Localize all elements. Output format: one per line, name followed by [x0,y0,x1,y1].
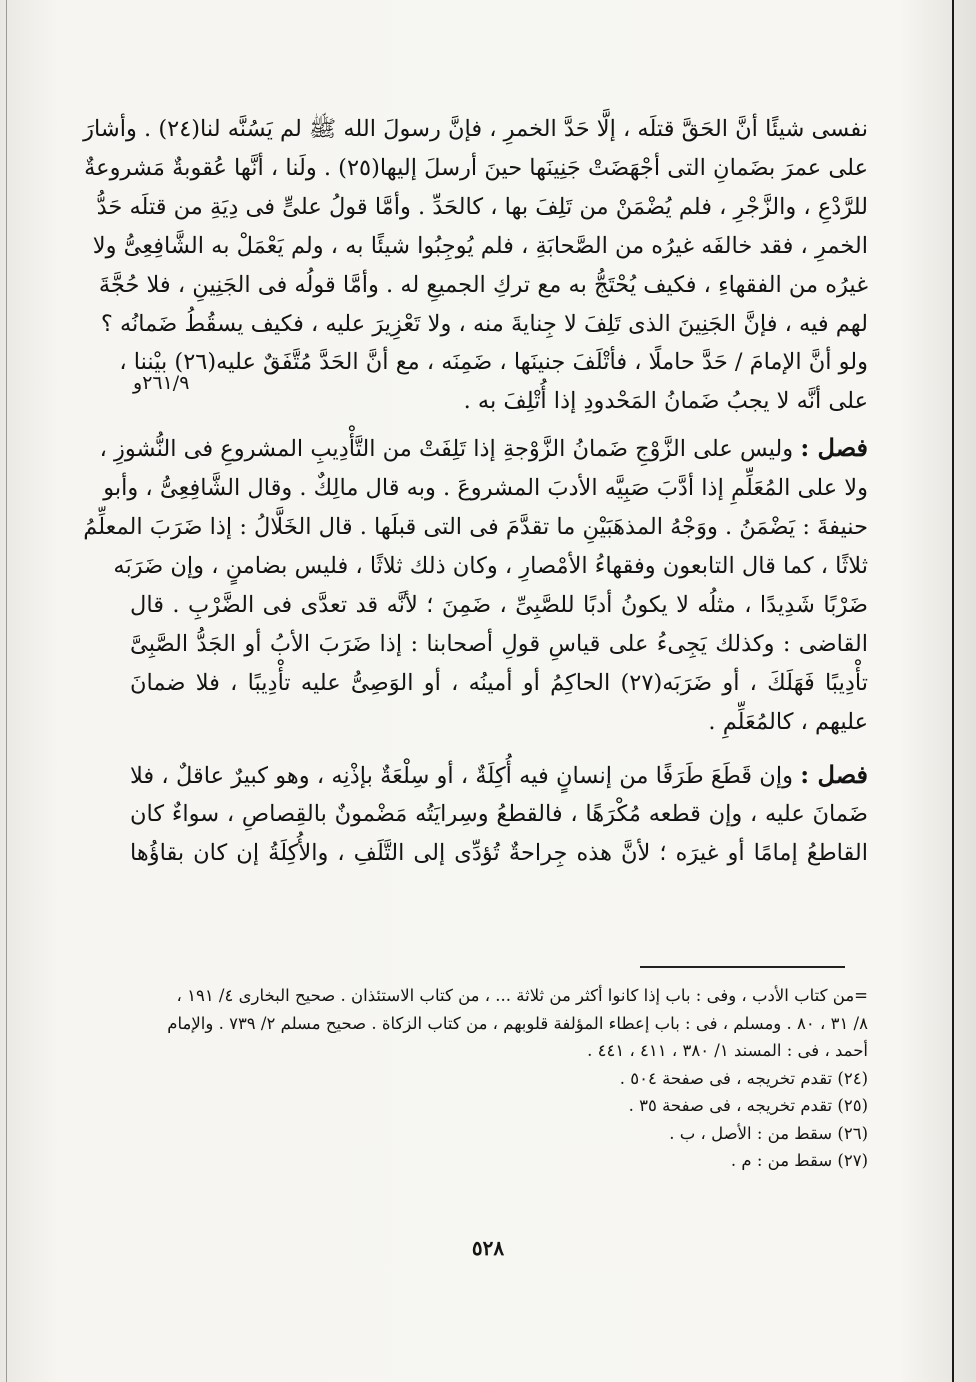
footnote-line: ٨/ ٣١ ، ٨٠ . ومسلم ، فى : باب إعطاء المؤلفة قلوبهم ، من كتاب الزكاة . صحيح مسلم ٢/ ٧٣٩ . والإمام [167,1013,868,1033]
text-line: حنيفةَ : يَضْمَنُ . ووَجْهُ المذهَبَيْنِ ما تقدَّمَ فى التى قبلَها . قال الخَلَّالُ : إذا ضَرَبَ المعلِّمُ [83,514,868,541]
margin-reference: ٢٦١/٩و [133,372,190,394]
footnote-line: (٢٧) سقط من : م . [730,1151,868,1170]
text-line: غيرُه من الفقهاءِ ، فكيف يُحْتَجُّ به مع تركِ الجميعِ له . وأمَّا قولُه فى الجَنِينِ ، فلا حُجَّةَ [98,271,868,298]
section-heading: فصل : [800,433,868,463]
text-line: لهم فيه ، فإنَّ الجَنِينَ الذى تَلِفَ لا جِنايةَ منه ، ولا تَعْزِيرَ عليه ، فكيف يسقُطُ ضَمانُه ؟ [100,310,868,337]
text-line: عليهم ، كالمُعَلِّمِ . [708,708,868,735]
footnote-line: =من كتاب الأدب ، وفى : باب إذا كانوا أكثر من ثلاثة ... ، من كتاب الاستئذان . صحيح البخارى ٤/ ١٩١ ، [176,986,868,1005]
text-line: ضَرْبًا شَدِيدًا ، مثلُه لا يكونُ أدبًا للصَّبِىِّ ، ضَمِنَ ؛ لأنَّه قد تعدَّى فى الضَّرْبِ . قال [130,591,868,618]
footnote-separator [640,966,845,968]
text-line: وإن قَطَعَ طَرَفًا من إنسانٍ فيه أُكِلَةٌ ، أو سِلْعَةٌ بإذْنِه ، وهو كبيرٌ عاقلٌ ، فلا [130,762,793,789]
text-line: وليس على الزَّوْجِ ضَمانُ الزَّوْجةِ إذا تَلِفَتْ من التَّأْدِيبِ المشروعِ فى النُّشوزِ ، [99,436,794,463]
text-line: للرَّدْعِ ، والزَّجْرِ ، فلم يُضْمَنْ من تَلِفَ بها ، كالحَدِّ . وأمَّا قولُ علىٍّ فى دِيَةِ من قتلَه حَدُّ [96,193,868,220]
text-line: ولو أنَّ الإمامَ / حَدَّ حاملًا ، فأتْلَفَ جنينَها ، ضَمِنَه ، مع أنَّ الحَدَّ مُتَّفَقٌ عليه(٢٦) بيْننا ، [119,349,868,376]
text-line: ثلاثًا ، كما قال التابعون وفقهاءُ الأمْصارِ ، وكان ذلك ثلاثًا ، فليس بضامنٍ ، وإن ضَرَبَه [113,552,868,579]
page-edge-shadow [952,0,954,1382]
section-heading: فصل : [800,759,868,789]
text-line: على أنَّه لا يجبُ ضَمانُ المَحْدودِ إذا أُتْلِفَ به . [463,388,868,415]
text-line: ضَمانَ عليه ، وإن قطعه مُكْرَهًا ، فالقطعُ وسِرايَتُه مَضْمونٌ بالقِصاصِ ، سواءٌ كان [130,801,868,828]
footnotes [150,982,868,1175]
footnote-line: (٢٤) تقدم تخريجه ، فى صفحة ٥٠٤ . [619,1068,868,1088]
text-line: تأْدِيبًا فَهَلَكَ ، أو ضَرَبَه(٢٧) الحاكِمُ أو أمينُه ، أو الوَصِىُّ عليه تأْدِيبًا ، فلا ضمانَ [130,669,868,696]
paragraph-2 [83,429,868,741]
paragraph-1 [83,110,868,421]
text-line: القاطعُ إمامًا أو غيرَه ؛ لأنَّ هذه جِراحةٌ تُؤدِّى إلى التَّلَفِ ، والأُكِلَةُ إن كان بقاؤُها [130,840,868,867]
text-line: القاضى : وكذلك يَجِىءُ على قياسِ قولِ أصحابنا : إذا ضَرَبَ الأبُ أو الجَدُّ الصَّبِىَّ [130,630,868,657]
footnote-line: (٢٦) سقط من : الأصل ، ب . [669,1123,868,1143]
text-line: ولا على المُعَلِّمِ إذا أدَّبَ صَبِيَّه الأدبَ المشروعَ . وبه قال مالِكٌ . وقال الشَّافِعِىُّ ، وأبو [103,475,868,502]
page-edge-shadow-left [6,0,7,1382]
footnote-line: أحمد ، فى : المسند ١/ ٣٨٠ ، ٤١١ ، ٤٤١ . [587,1041,868,1060]
footnote-line: (٢٥) تقدم تخريجه ، فى صفحة ٣٥ . [628,1096,868,1115]
paragraph-3 [130,756,868,874]
page-number: ٥٢٨ [471,1236,505,1260]
text-line: على عمرَ بضَمانِ التى أجْهَضَتْ جَنِينَها حينَ أرسلَ إليها(٢٥) . ولَنا ، أنَّها عُقوبةٌ مَشروعةٌ [84,154,868,181]
main-text [83,110,868,873]
text-line: الخمرِ ، فقد خالفَه غيرُه من الصَّحابَةِ ، فلم يُوجِبُوا شيئًا به ، ولم يَعْمَلْ به الشَّافِعِىُّ ولا [92,232,868,259]
text-line: نفسى شيئًا أنَّ الحَقَّ قتلَه ، إلَّا حَدَّ الخمرِ ، فإنَّ رسولَ الله ﷺ لم يَسُنَّه لنا(٢٤) . وأشارَ [83,116,868,142]
